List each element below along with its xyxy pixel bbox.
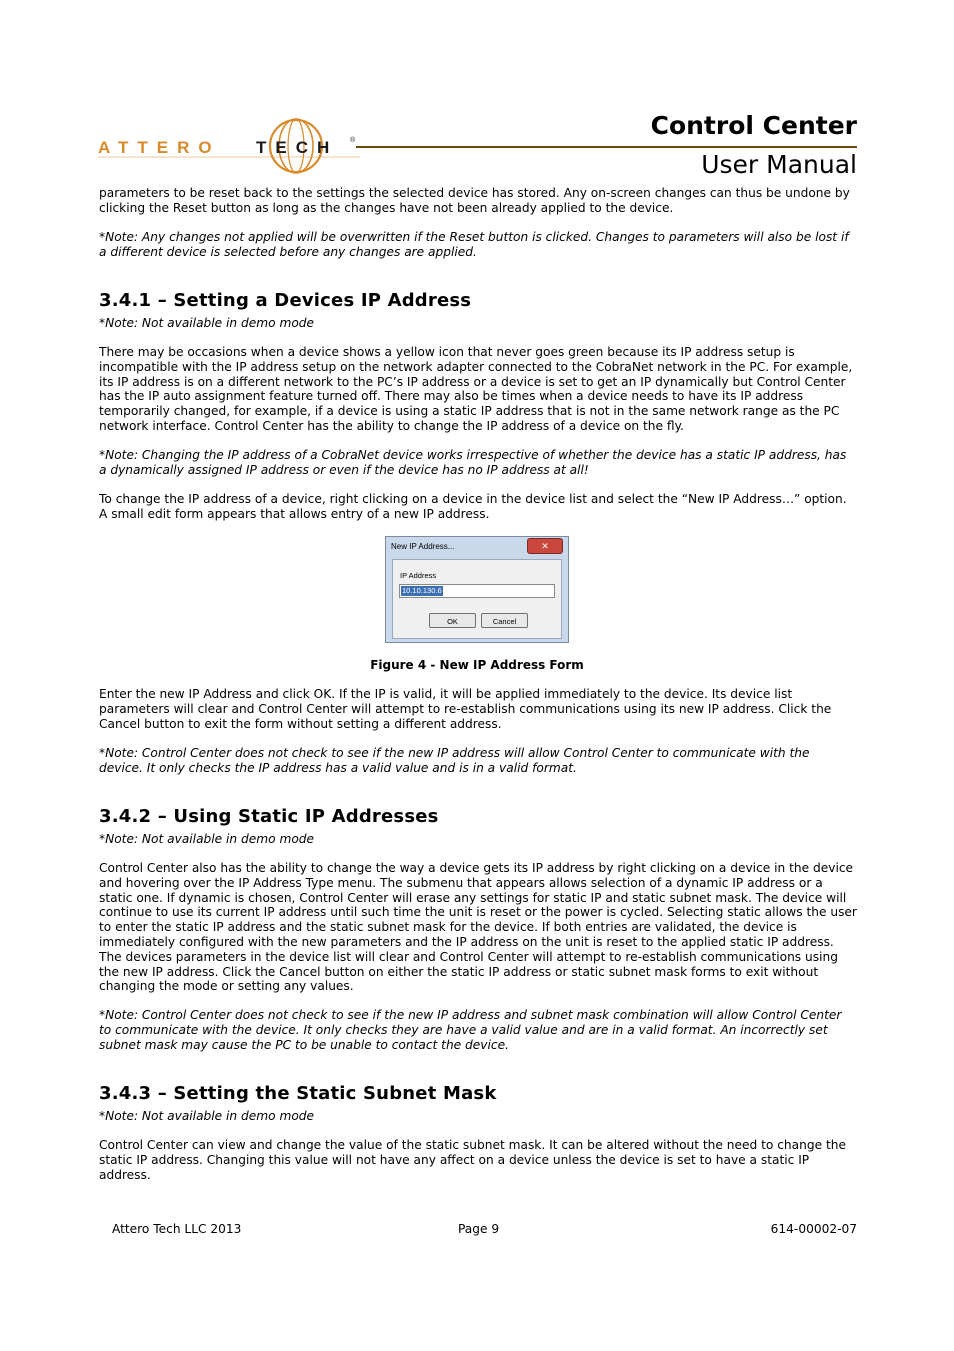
heading-3-4-2: 3.4.2 – Using Static IP Addresses: [99, 806, 439, 827]
paragraph-3-4-1-b: To change the IP address of a device, right clicking on a device in the device list and select the “New IP Address…” option. A small edit form appears that allows entry of a new IP address.: [99, 492, 847, 521]
note-reset: *Note: Any changes not applied will be overwritten if the Reset button is clicked. Changes to parameters will also be lost if a different device is selected before any changes are applied.: [99, 230, 849, 259]
paragraph-3-4-1-c: Enter the new IP Address and click OK. If the IP is valid, it will be applied immediately to the device. Its device list parameters will clear and Control Center will attempt to re-establish communications using its new IP address. Click the Cancel button to exit the form without setting a different address.: [99, 687, 832, 731]
heading-3-4-3: 3.4.3 – Setting the Static Subnet Mask: [99, 1083, 497, 1104]
header-rule: [356, 146, 857, 148]
atterotech-logo: [98, 116, 360, 178]
note-check-ip: *Note: Control Center does not check to see if the new IP address will allow Control Center to communicate with the device. It only checks the IP address has a valid value and is in a valid format.: [99, 746, 810, 775]
new-ip-address-dialog: [385, 536, 569, 643]
figure-caption: Figure 4 - New IP Address Form: [370, 658, 584, 672]
ok-button[interactable]: OK: [429, 613, 476, 628]
footer-page-number: Page 9: [458, 1222, 500, 1236]
paragraph-3-4-1-a: There may be occasions when a device shows a yellow icon that never goes green because its IP address setup is incompatible with the IP address setup on the network adapter connected to the CobraNet network in the PC. For example, its IP address is on a different network to the PC’s IP address or a device is set to get an IP dynamically but Control Center has the IP auto assignment feature turned off. There may also be times when a device needs to have its IP address temporarily changed, for example, if a device is using a static IP address that is not in the same network range as the PC network interface. Control Center has the ability to change the IP address of a device on the fly.: [99, 345, 853, 433]
cancel-button[interactable]: Cancel: [481, 613, 528, 628]
footer-doc-number: 614-00002-07: [770, 1222, 857, 1236]
dialog-body: [392, 559, 562, 639]
ip-address-input[interactable]: [399, 584, 555, 598]
note-demo-2: *Note: Not available in demo mode: [99, 832, 315, 846]
atterotech-logo-graphic: [98, 116, 360, 178]
svg-text:TECH: TECH: [256, 138, 339, 157]
header-subtitle: User Manual: [701, 150, 857, 179]
paragraph-intro: parameters to be reset back to the settings the selected device has stored. Any on-screen changes can thus be undone by clicking the Reset button as long as the changes have not been already applied to the device.: [99, 186, 850, 215]
heading-3-4-1: 3.4.1 – Setting a Devices IP Address: [99, 290, 472, 311]
note-cobranet: *Note: Changing the IP address of a CobraNet device works irrespective of whether the device has a static IP address, has a dynamically assigned IP address or even if the device has no IP address at all!: [99, 448, 847, 477]
close-icon[interactable]: ✕: [527, 538, 563, 554]
paragraph-3-4-2: Control Center also has the ability to change the way a device gets its IP address by right clicking on a device in the device and hovering over the IP Address Type menu. The submenu that appears allows selection of a dynamic IP address or a static one. If dynamic is chosen, Control Center will erase any settings for static IP and static subnet mask. The device will continue to use its current IP address until such time the unit is reset or the power is cycled. Selecting static allows the user to enter the static IP address and the static subnet mask for the device. If both entries are validated, the device is immediately configured with the new parameters and the IP address on the unit is reset to the applied static IP address. The devices parameters in the device list will clear and Control Center will attempt to re-establish communications using the new IP address. Click the Cancel button on either the static IP address or static subnet mask forms to exit without changing the mode or setting any values.: [99, 861, 857, 994]
note-demo-3: *Note: Not available in demo mode: [99, 1109, 315, 1123]
footer-company: Attero Tech LLC 2013: [112, 1222, 242, 1236]
svg-text:ATTERO: ATTERO: [98, 138, 221, 157]
ip-address-value: 10.10.130.6: [402, 586, 442, 595]
note-demo-1: *Note: Not available in demo mode: [99, 316, 315, 330]
dialog-title: New IP Address...: [391, 542, 455, 551]
svg-text:®: ®: [350, 137, 356, 144]
paragraph-3-4-3: Control Center can view and change the value of the static subnet mask. It can be altered without the need to change the static IP address. Changing this value will not have any affect on a device unless the device is set to have a static IP address.: [99, 1138, 846, 1182]
ip-address-label: IP Address: [400, 571, 437, 580]
note-check-subnet: *Note: Control Center does not check to see if the new IP address and subnet mask combination will allow Control Center to communicate with the device. It only checks they are have a valid value and are in a valid format. An incorrectly set subnet mask may cause the PC to be unable to contact the device.: [99, 1008, 842, 1052]
header-title: Control Center: [650, 111, 857, 140]
